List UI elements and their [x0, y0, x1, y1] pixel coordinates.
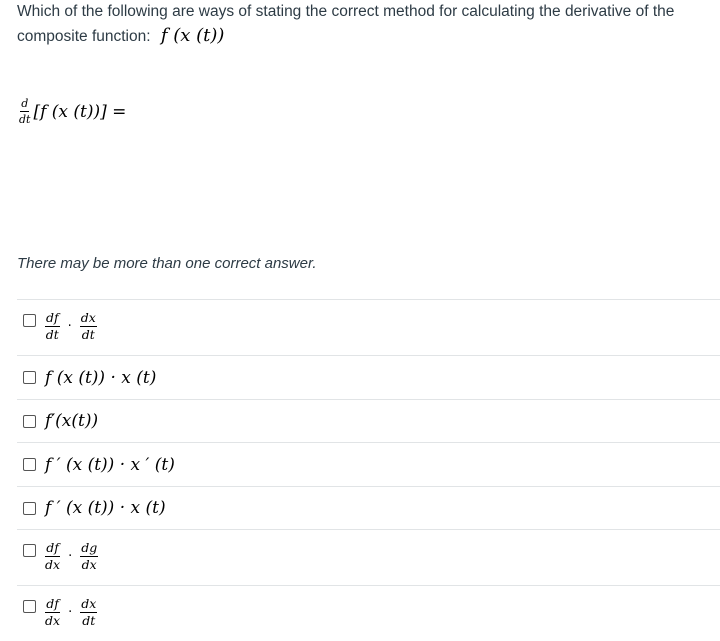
answer-option-4[interactable] — [17, 442, 720, 486]
fraction-numerator: df — [45, 542, 60, 558]
answer-option-5[interactable] — [17, 486, 720, 529]
answer-list — [17, 299, 720, 641]
answer-checkbox[interactable] — [23, 502, 36, 515]
fraction-numerator: df — [45, 312, 60, 328]
expression-body: [f (x (t))] = — [33, 101, 127, 122]
fraction-a — [45, 539, 61, 572]
fraction-numerator: dx — [80, 598, 97, 614]
fraction-a — [45, 309, 60, 342]
answer-formula: f ′ (x (t)) · x ′ (t) — [45, 454, 175, 475]
fraction-denominator: dx — [81, 557, 97, 572]
answer-option-3[interactable] — [17, 399, 720, 442]
answer-formula: f′(x(t)) — [45, 411, 99, 431]
fraction-b — [80, 539, 98, 572]
answer-formula — [45, 309, 97, 342]
fraction-a — [45, 595, 61, 628]
answer-formula — [45, 539, 98, 572]
fraction-numerator: dx — [80, 312, 97, 328]
question-prompt: Which of the following are ways of stating the correct method for calculating the derivative of the composite function: — [17, 3, 675, 45]
operator-denominator: dt — [19, 113, 31, 126]
operator-numerator: d — [21, 97, 29, 110]
answer-checkbox[interactable] — [23, 415, 36, 428]
derivative-operator — [19, 98, 30, 125]
answer-formula: f (x (t)) · x (t) — [45, 367, 157, 388]
fraction-denominator: dx — [45, 613, 61, 628]
answer-option-1[interactable] — [17, 299, 720, 355]
fraction-numerator: dg — [80, 542, 98, 558]
answer-checkbox[interactable] — [23, 314, 36, 327]
fraction-denominator: dt — [82, 613, 96, 628]
derivative-expression — [19, 98, 126, 125]
fraction-denominator: dt — [81, 327, 95, 342]
composite-function: f (x (t)) — [160, 25, 225, 46]
answer-formula: f ′ (x (t)) · x (t) — [45, 498, 166, 518]
fraction-numerator: df — [45, 598, 60, 614]
fraction-denominator: dt — [45, 327, 59, 342]
answer-option-6[interactable] — [17, 529, 720, 585]
answer-option-7[interactable] — [17, 585, 720, 641]
answer-option-2[interactable] — [17, 355, 720, 399]
answer-checkbox[interactable] — [23, 544, 36, 557]
fraction-b — [80, 309, 97, 342]
multiply-dot: · — [67, 319, 72, 334]
multiply-dot: · — [68, 605, 73, 620]
fraction-denominator: dx — [45, 557, 61, 572]
answer-formula — [45, 595, 97, 628]
answer-checkbox[interactable] — [23, 458, 36, 471]
multiply-dot: · — [68, 549, 73, 564]
question-text — [17, 0, 717, 49]
fraction-b — [80, 595, 97, 628]
instruction-note: There may be more than one correct answer. — [17, 255, 317, 272]
answer-checkbox[interactable] — [23, 600, 36, 613]
answer-checkbox[interactable] — [23, 371, 36, 384]
